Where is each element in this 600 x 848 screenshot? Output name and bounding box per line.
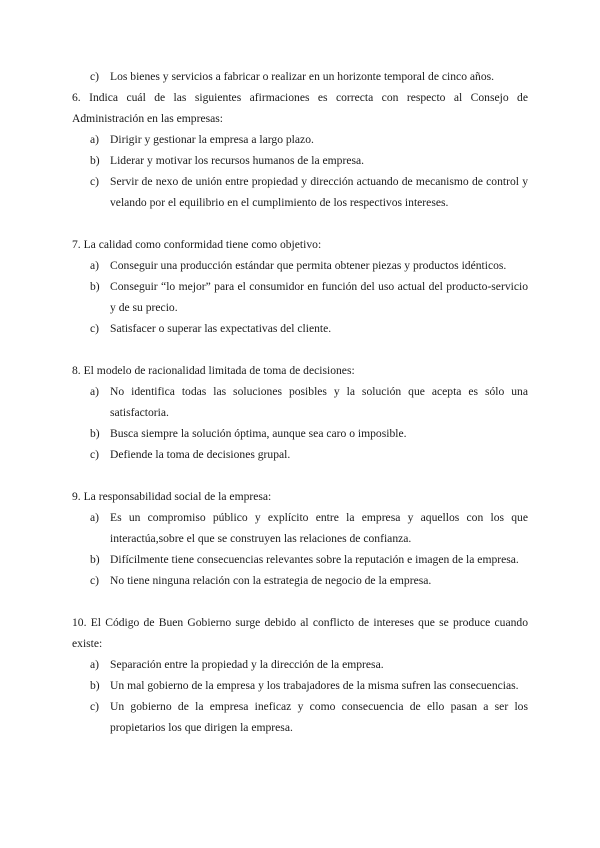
q9-option-b	[90, 549, 528, 570]
q10-option-b	[90, 675, 528, 696]
spacer	[72, 591, 528, 612]
option-label: a)	[90, 511, 100, 524]
option-text: Liderar y motivar los recursos humanos de la empresa.	[110, 154, 365, 167]
option-text: Un gobierno de la empresa ineficaz y como consecuencia de ello pasan a ser los propietarios los que dirigen la empresa.	[110, 700, 528, 734]
question-10-title: 10. El Código de Buen Gobierno surge debido al conflicto de intereses que se produce cuando existe:	[72, 616, 528, 650]
q6-option-b	[90, 150, 528, 171]
option-label: b)	[90, 280, 100, 293]
option-label: a)	[90, 385, 100, 398]
option-label: a)	[90, 259, 100, 272]
option-text: No tiene ninguna relación con la estrategia de negocio de la empresa.	[110, 574, 432, 587]
option-label: c)	[90, 448, 100, 461]
option-text: No identifica todas las soluciones posibles y la solución que acepta es sólo una satisfactoria.	[110, 385, 528, 419]
option-label: c)	[90, 700, 100, 713]
option-label: c)	[90, 322, 100, 335]
q8-option-a	[90, 381, 528, 423]
spacer	[72, 213, 528, 234]
q6-option-a	[90, 129, 528, 150]
spacer	[72, 339, 528, 360]
option-label: a)	[90, 658, 100, 671]
option-text: Satisfacer o superar las expectativas del cliente.	[110, 322, 332, 335]
option-label: b)	[90, 154, 100, 167]
option-text: Busca siempre la solución óptima, aunque sea caro o imposible.	[110, 427, 407, 440]
q7-option-b	[90, 276, 528, 318]
option-text: Conseguir “lo mejor” para el consumidor en función del uso actual del producto-servicio y de su precio.	[110, 280, 528, 314]
option-label: b)	[90, 427, 100, 440]
question-7-title: 7. La calidad como conformidad tiene como objetivo:	[72, 238, 322, 251]
q8-option-b	[90, 423, 528, 444]
option-text: Servir de nexo de unión entre propiedad y dirección actuando de mecanismo de control y velando por el equilibrio en el cumplimiento de los respectivos intereses.	[110, 175, 528, 209]
question-6-title: 6. Indica cuál de las siguientes afirmaciones es correcta con respecto al Consejo de Administración en las empresas:	[72, 91, 528, 125]
q8-option-c	[90, 444, 528, 465]
question-9-title: 9. La responsabilidad social de la empresa:	[72, 490, 272, 503]
option-label: c)	[90, 574, 100, 587]
option-text: Conseguir una producción estándar que permita obtener piezas y productos idénticos.	[110, 259, 507, 272]
option-label: c)	[90, 70, 100, 83]
option-text: Defiende la toma de decisiones grupal.	[110, 448, 291, 461]
question-8-title: 8. El modelo de racionalidad limitada de toma de decisiones:	[72, 364, 355, 377]
option-label: b)	[90, 679, 100, 692]
q7-option-c	[90, 318, 528, 339]
option-text: Difícilmente tiene consecuencias relevantes sobre la reputación e imagen de la empresa.	[110, 553, 519, 566]
option-label: a)	[90, 133, 100, 146]
q6-option-c	[90, 171, 528, 213]
q10-option-a	[90, 654, 528, 675]
q9-option-a	[90, 507, 528, 549]
option-text: Separación entre la propiedad y la dirección de la empresa.	[110, 658, 384, 671]
q5-option-c	[90, 66, 528, 87]
q9-option-c	[90, 570, 528, 591]
q10-option-c	[90, 696, 528, 738]
option-text: Dirigir y gestionar la empresa a largo plazo.	[110, 133, 314, 146]
option-text: Los bienes y servicios a fabricar o realizar en un horizonte temporal de cinco años.	[110, 70, 495, 83]
option-text: Es un compromiso público y explícito entre la empresa y aquellos con los que interactúa,sobre el que se construyen las relaciones de confianza.	[110, 511, 528, 545]
option-label: b)	[90, 553, 100, 566]
q7-option-a	[90, 255, 528, 276]
option-label: c)	[90, 175, 100, 188]
spacer	[72, 465, 528, 486]
option-text: Un mal gobierno de la empresa y los trabajadores de la misma sufren las consecuencias.	[110, 679, 519, 692]
